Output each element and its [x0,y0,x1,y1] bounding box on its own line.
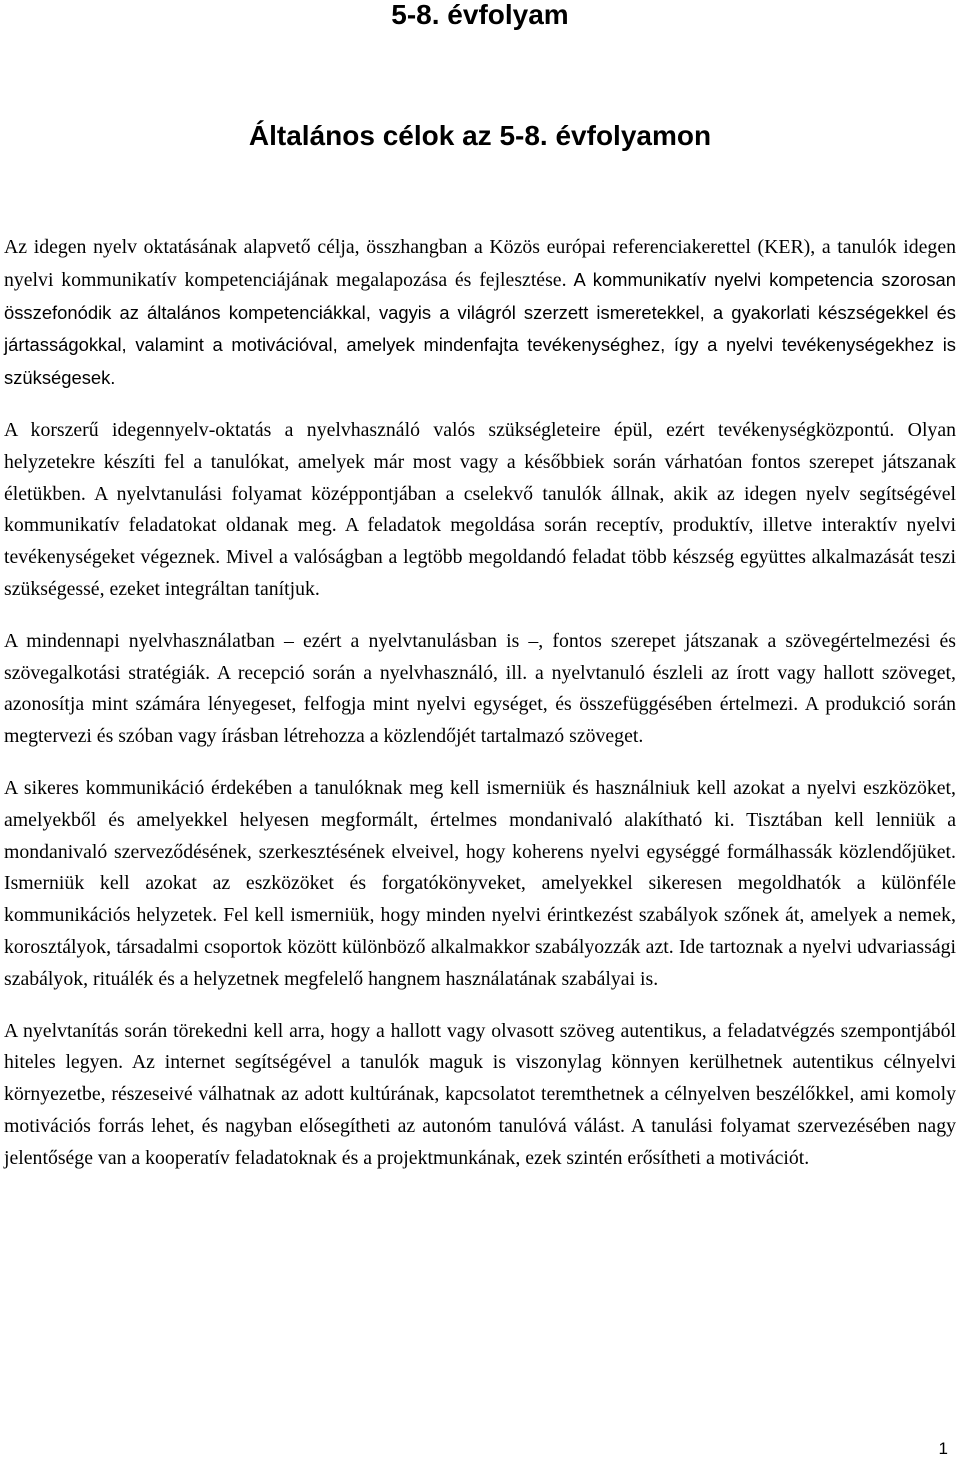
page-heading: 5-8. évfolyam [391,0,569,30]
paragraph-1-intro: Az idegen nyelv oktatásának alapvető célja, összhangban a Közös európai referenciakerettel (KER), a tanulók idegen nyelvi kommunikatív kompetenciájának megalapozása és fejlesztése. [4,236,956,291]
paragraph-1-continuation: A kommunikatív nyelvi kompetencia szorosan összefonódik az általános kompetenciákkal, vagyis a világról szerzett ismeretekkel, a gyakorlati készségekkel és jártasságokkal, valamint a motivációval, amelyek mindenfajta tevékenységhez, így a nyelvi tevékenységekhez is szükségesek. [4,268,956,389]
paragraph-2: A korszerű idegennyelv-oktatás a nyelvhasználó valós szükségleteire épül, ezért tevékenységközpontú. Olyan helyzetekre készíti fel a tanulókat, amelyek már most vagy a későbbiek során várhatóan fontos szerepet játszanak életükben. A nyelvtanulási folyamat középpontjában a cselekvő tanulók állnak, akik az idegen nyelv segítségével kommunikatív feladatokat oldanak meg. A feladatok megoldása során receptív, produktív, illetve interaktív nyelvi tevékenységeket végeznek. Mivel a valóságban a legtöbb megoldandó feladat több készség együttes alkalmazását teszi szükségessé, ezeket integráltan tanítjuk. [4,418,956,600]
paragraph-5: A nyelvtanítás során törekedni kell arra, hogy a hallott vagy olvasott szöveg autentikus, a feladatvégzés szempontjából hiteles legyen. Az internet segítségével a tanulók maguk is viszonylag könnyen kerülhetnek autentikus célnyelvi környezetbe, részeseivé válhatnak az adott kultúrának, kapcsolatot teremthetnek a célnyelven beszélőkkel, ami komoly motivációs forrás lehet, és nagyban elősegítheti az autonóm tanulóvá válást. A tanulási folyamat szervezésében nagy jelentősége van a kooperatív feladatoknak és a projektmunkának, ezek szintén erősítheti a motivációt. [4,1019,956,1169]
section-title: Általános célok az 5-8. évfolyamon [248,120,712,151]
page-number: 1 [938,1439,948,1458]
paragraph-1 [4,232,956,395]
paragraph-3: A mindennapi nyelvhasználatban – ezért a nyelvtanulásban is –, fontos szerepet játszanak a szövegértelmezési és szövegalkotási stratégiák. A recepció során a nyelvhasználó, ill. a nyelvtanuló észleli az írott vagy hallott szöveget, azonosítja mint számára lényegeset, felfogja mint nyelvi egységet, és összefüggésében értelmezi. A produkció során megtervezi és szóban vagy írásban létrehozza a közlendőjét tartalmazó szöveget. [4,629,956,748]
document-body [4,232,956,1195]
paragraph-4: A sikeres kommunikáció érdekében a tanulóknak meg kell ismerniük és használniuk kell azokat a nyelvi eszközöket, amelyekből és amelyekkel helyesen megformált, értelmes mondanivaló alakítható ki. Tisztában kell lenniük a mondanivaló szerveződésének, szerkesztésének elveivel, hogy koherens nyelvi egységgé formálhassák közlendőjüket. Ismerniük kell azokat az eszközöket és forgatókönyveket, amelyekkel sikeresen megoldhatók a különféle kommunikációs helyzetek. Fel kell ismerniük, hogy minden nyelvi érintkezést szabályok szőnek át, amelyek a nemek, korosztályok, társadalmi csoportok között különböző alkalmakkor szabályozzák azt. Ide tartoznak a nyelvi udvariassági szabályok, rituálék és a helyzetnek megfelelő hangnem használatának szabályai is. [4,776,956,990]
